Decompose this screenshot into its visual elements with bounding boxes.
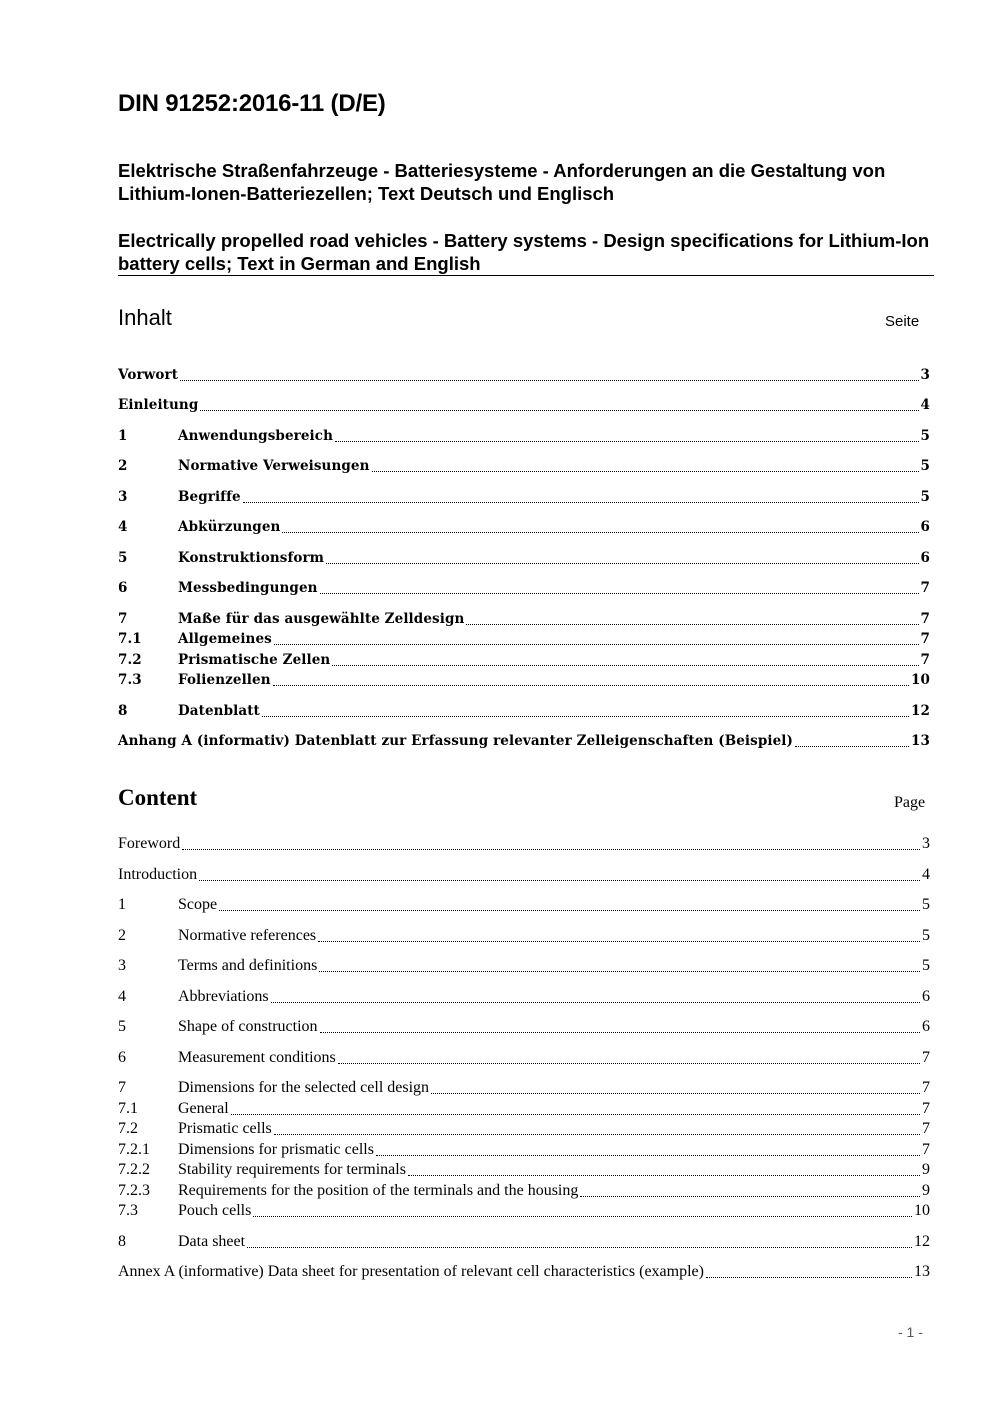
toc-leader-dots (376, 1140, 920, 1160)
toc-entry-number: 7.2.1 (118, 1141, 150, 1158)
toc-entry-title: Scope (178, 896, 218, 913)
toc-entry-number: 7.1 (118, 631, 142, 647)
toc-entry-page: 4 (920, 397, 930, 413)
toc-entry-page: 5 (920, 458, 930, 474)
toc-entry-number: 5 (118, 1018, 126, 1035)
toc-leader-dots (271, 987, 920, 1007)
toc-entry[interactable] (118, 395, 930, 415)
toc-entry-number: 1 (118, 896, 126, 913)
toc-entry-title: General (178, 1100, 229, 1117)
toc-entry-page: 7 (922, 1141, 930, 1158)
toc-heading-german: Inhalt (118, 305, 172, 330)
toc-entry-number: 2 (118, 458, 128, 474)
toc-entry-title: Prismatische Zellen (178, 652, 331, 668)
toc-entry-page: 6 (920, 550, 930, 566)
toc-entry-page: 3 (922, 835, 930, 852)
toc-leader-dots (274, 629, 919, 649)
toc-page-label-german: Seite (885, 313, 920, 330)
toc-entry-page: 13 (914, 1263, 930, 1280)
toc-entry-title: Stability requirements for terminals (178, 1161, 406, 1178)
toc-leader-dots (338, 1048, 920, 1068)
toc-entry-page: 7 (920, 631, 930, 647)
toc-entry-page: 5 (922, 896, 930, 913)
toc-leader-dots (431, 1078, 920, 1098)
subtitle-german: Elektrische Straßenfahrzeuge - Batteriesysteme - Anforderungen an die Gestaltung von Lithium-Ionen-Batteriezellen; Text Deutsch und Englisch (118, 160, 886, 204)
toc-entry-number: 5 (118, 550, 128, 566)
toc-entry[interactable] (118, 487, 930, 507)
toc-entry[interactable] (118, 1181, 930, 1201)
toc-leader-dots (262, 701, 909, 721)
toc-entry[interactable] (118, 865, 930, 885)
toc-entry-title: Prismatic cells (178, 1120, 272, 1137)
toc-entry-title: Measurement conditions (178, 1049, 336, 1066)
toc-entry-number: 4 (118, 519, 128, 535)
toc-entry[interactable] (118, 1201, 930, 1221)
toc-entry-page: 12 (914, 1233, 930, 1250)
toc-entry[interactable] (118, 1140, 930, 1160)
toc-leader-dots (372, 456, 919, 476)
title-divider (118, 275, 934, 276)
toc-entry[interactable] (118, 426, 930, 446)
toc-entry-page: 10 (914, 1202, 930, 1219)
toc-leader-dots (706, 1262, 912, 1282)
toc-entry-page: 9 (922, 1161, 930, 1178)
toc-entry-title: Requirements for the position of the terminals and the housing (178, 1182, 579, 1199)
toc-entry[interactable] (118, 1017, 930, 1037)
toc-entry-number: 3 (118, 489, 128, 505)
toc-leader-dots (243, 487, 919, 507)
toc-leader-dots (326, 548, 918, 568)
toc-entry[interactable] (118, 731, 930, 751)
toc-entry-page: 6 (922, 988, 930, 1005)
toc-entry-page: 7 (920, 580, 930, 596)
toc-entry-number: 4 (118, 988, 126, 1005)
toc-entry-title: Konstruktionsform (178, 550, 325, 566)
toc-entry-number: 7.2 (118, 652, 142, 668)
toc-entry[interactable] (118, 834, 930, 854)
toc-leader-dots (219, 895, 920, 915)
toc-heading-english: Content (118, 785, 198, 810)
toc-entry-page: 4 (922, 866, 930, 883)
toc-entry-page: 5 (920, 489, 930, 505)
toc-leader-dots (182, 834, 920, 854)
document-title: DIN 91252:2016-11 (D/E) (118, 90, 386, 117)
toc-entry[interactable] (118, 578, 930, 598)
toc-entry-page: 7 (920, 652, 930, 668)
toc-entry[interactable] (118, 956, 930, 976)
toc-entry[interactable] (118, 1048, 930, 1068)
toc-leader-dots (320, 578, 919, 598)
toc-entry-number: 6 (118, 580, 128, 596)
toc-leader-dots (231, 1099, 920, 1119)
toc-entry-title: Folienzellen (178, 672, 271, 688)
toc-entry-page: 7 (922, 1049, 930, 1066)
toc-leader-dots (580, 1181, 920, 1201)
toc-entry-title: Begriffe (178, 489, 241, 505)
toc-entry-page: 7 (922, 1100, 930, 1117)
toc-leader-dots (200, 395, 918, 415)
toc-entry-page: 12 (911, 703, 930, 719)
toc-entry-number: 7.2 (118, 1120, 138, 1137)
toc-entry-number: 7.1 (118, 1100, 138, 1117)
toc-entry-page: 7 (920, 611, 930, 627)
toc-entry[interactable] (118, 926, 930, 946)
toc-entry[interactable] (118, 365, 930, 385)
toc-entry-title: Annex A (informative) Data sheet for presentation of relevant cell characteristics (example) (118, 1263, 704, 1280)
toc-entry-title: Einleitung (118, 397, 199, 413)
toc-entry-number: 8 (118, 1233, 126, 1250)
toc-entry-page: 5 (922, 927, 930, 944)
toc-leader-dots (180, 365, 918, 385)
toc-entry[interactable] (118, 1078, 930, 1098)
toc-entry-title: Abbreviations (178, 988, 269, 1005)
toc-entry-page: 6 (920, 519, 930, 535)
toc-entry[interactable] (118, 517, 930, 537)
toc-leader-dots (274, 1119, 920, 1139)
toc-entry-number: 7.2.3 (118, 1182, 150, 1199)
toc-entry-title: Introduction (118, 866, 198, 883)
toc-entry-title: Allgemeines (178, 631, 272, 647)
toc-entry-title: Dimensions for the selected cell design (178, 1079, 430, 1096)
toc-entry-page: 5 (922, 957, 930, 974)
toc-entry-number: 7.2.2 (118, 1161, 150, 1178)
toc-entry[interactable] (118, 1099, 930, 1119)
toc-entry-title: Shape of construction (178, 1018, 318, 1035)
toc-page-label-english: Page (894, 794, 926, 811)
toc-entry-title: Anwendungsbereich (178, 428, 334, 444)
toc-leader-dots (466, 609, 918, 629)
toc-entry-title: Abkürzungen (178, 519, 281, 535)
toc-leader-dots (247, 1232, 912, 1252)
toc-leader-dots (320, 1017, 920, 1037)
toc-leader-dots (408, 1160, 920, 1180)
toc-entry[interactable] (118, 609, 930, 629)
toc-leader-dots (319, 956, 920, 976)
toc-entry-title: Normative references (178, 927, 317, 944)
toc-entry-title: Normative Verweisungen (178, 458, 370, 474)
toc-leader-dots (199, 865, 920, 885)
toc-entry-title: Messbedingungen (178, 580, 318, 596)
subtitle-english: Electrically propelled road vehicles - Battery systems - Design specifications for Lithium-Ion battery cells; Text in German and English (118, 230, 930, 274)
toc-entry[interactable] (118, 1232, 930, 1252)
toc-leader-dots (335, 426, 918, 446)
toc-entry-title: Datenblatt (178, 703, 260, 719)
toc-entry[interactable] (118, 456, 930, 476)
toc-entry[interactable] (118, 629, 930, 649)
toc-entry[interactable] (118, 987, 930, 1007)
toc-entry-title: Data sheet (178, 1233, 246, 1250)
toc-entry[interactable] (118, 1262, 930, 1282)
toc-entry-title: Foreword (118, 835, 181, 852)
toc-entry-title: Terms and definitions (178, 957, 318, 974)
toc-entry-number: 7.3 (118, 1202, 138, 1219)
toc-entry-number: 7.3 (118, 672, 142, 688)
toc-entry[interactable] (118, 650, 930, 670)
toc-leader-dots (253, 1201, 912, 1221)
toc-entry[interactable] (118, 1119, 930, 1139)
toc-entry-number: 7 (118, 611, 128, 627)
toc-entry-title: Pouch cells (178, 1202, 252, 1219)
toc-entry[interactable] (118, 548, 930, 568)
toc-entry-page: 7 (922, 1079, 930, 1096)
toc-entry-number: 2 (118, 927, 126, 944)
toc-entry[interactable] (118, 895, 930, 915)
toc-entry-title: Anhang A (informativ) Datenblatt zur Erfassung relevanter Zelleigenschaften (Beispiel) (118, 733, 794, 749)
toc-entry-title: Dimensions for prismatic cells (178, 1141, 374, 1158)
toc-entry-page: 13 (911, 733, 930, 749)
toc-entry-page: 6 (922, 1018, 930, 1035)
toc-leader-dots (795, 731, 909, 751)
toc-leader-dots (332, 650, 918, 670)
toc-entry-title: Maße für das ausgewählte Zelldesign (178, 611, 465, 627)
toc-entry-page: 5 (920, 428, 930, 444)
toc-entry-number: 8 (118, 703, 128, 719)
toc-entry-page: 3 (920, 367, 930, 383)
toc-entry-page: 9 (922, 1182, 930, 1199)
toc-entry[interactable] (118, 701, 930, 721)
toc-entry-number: 6 (118, 1049, 126, 1066)
toc-leader-dots (273, 670, 909, 690)
toc-entry-title: Vorwort (118, 367, 179, 383)
toc-entry-page: 10 (911, 672, 930, 688)
page-number: - 1 - (898, 1324, 923, 1340)
toc-entry-number: 3 (118, 957, 126, 974)
toc-entry[interactable] (118, 1160, 930, 1180)
toc-leader-dots (282, 517, 918, 537)
toc-entry-page: 7 (922, 1120, 930, 1137)
toc-entry[interactable] (118, 670, 930, 690)
toc-leader-dots (318, 926, 920, 946)
toc-entry-number: 7 (118, 1079, 126, 1096)
toc-entry-number: 1 (118, 428, 128, 444)
